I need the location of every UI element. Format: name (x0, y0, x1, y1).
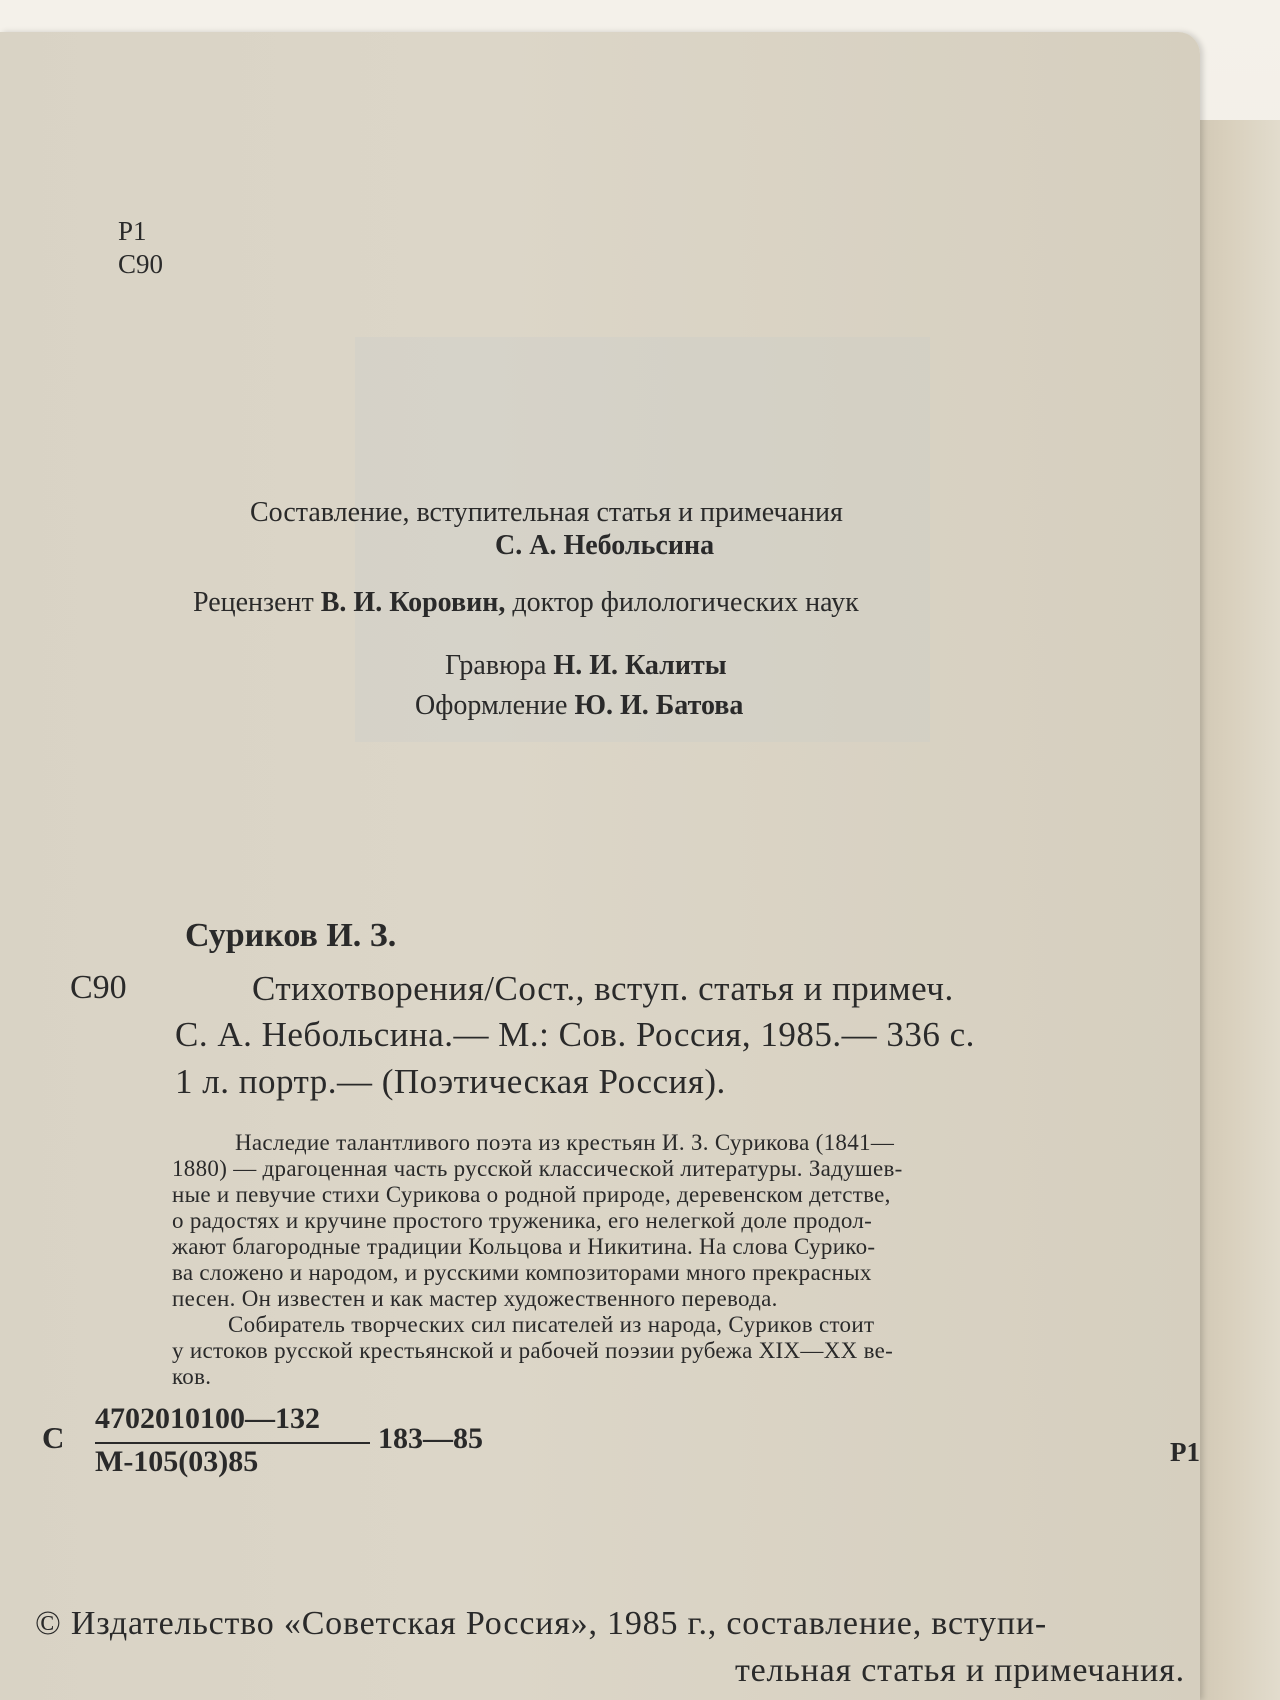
catalog-code-letter: С (42, 1420, 65, 1455)
fraction-bar (95, 1442, 370, 1444)
compiler-name: С. А. Небольсина (495, 530, 715, 561)
reviewer-line (193, 587, 859, 619)
abstract-line: ва сложено и народом, и русскими композиторами много прекрасных (172, 1260, 872, 1285)
catalog-code-numerator: 4702010100—132 (95, 1402, 320, 1435)
abstract-line: Собиратель творческих сил писателей из народа, Суриков стоит (228, 1312, 875, 1337)
copyright-line: тельная статья и примечания. (735, 1652, 1185, 1689)
abstract-line: песен. Он известен и как мастер художественного перевода. (172, 1286, 778, 1311)
catalog-author: Суриков И. З. (185, 917, 397, 954)
book-page (0, 32, 1200, 1700)
reviewer-label: Рецензент (193, 587, 314, 618)
abstract-line: о радостях и кручине простого труженика, его нелегкой доле продол- (172, 1208, 873, 1233)
reviewer-name: В. И. Коровин, (320, 587, 506, 618)
copyright-line: © Издательство «Советская Россия», 1985 г., составление, вступи- (35, 1605, 1047, 1642)
design-name: Ю. И. Батова (574, 690, 744, 721)
reviewer-title: доктор филологических наук (512, 587, 859, 618)
bib-line: С. А. Небольсина.— М.: Сов. Россия, 1985.— 336 с. (175, 1015, 975, 1054)
abstract-line: ков. (172, 1364, 212, 1389)
compilation-label: Составление, вступительная статья и примечания (250, 497, 843, 528)
catalog-code-suffix: 183—85 (378, 1422, 483, 1455)
design-label: Оформление (415, 690, 568, 721)
bib-line: 1 л. портр.— (Поэтическая Россия). (175, 1062, 726, 1101)
abstract-line: жают благородные традиции Кольцова и Никитина. На слова Сурико- (172, 1234, 876, 1259)
page-edge (1188, 120, 1280, 1700)
bbk-index: Р1 (118, 216, 147, 246)
engraving-label: Гравюра (445, 650, 547, 681)
catalog-code-denominator: М-105(03)85 (95, 1445, 259, 1478)
bbk-right: Р1 (1170, 1437, 1200, 1467)
abstract-line: у истоков русской крестьянской и рабочей поэзии рубежа XIX—XX ве- (172, 1338, 894, 1363)
engraving-line (445, 650, 727, 682)
catalog-index: С90 (70, 969, 127, 1006)
engraving-name: Н. И. Калиты (553, 650, 727, 681)
abstract-line: ные и певучие стихи Сурикова о родной природе, деревенском детстве, (172, 1182, 891, 1207)
bbk-index-block (118, 215, 163, 281)
bbk-code: С90 (118, 249, 164, 279)
abstract-line: 1880) — драгоценная часть русской классической литературы. Задушев- (172, 1156, 903, 1181)
design-line (415, 690, 743, 722)
bib-line: Стихотворения/Сост., вступ. статья и примеч. (252, 969, 954, 1008)
abstract-line: Наследие талантливого поэта из крестьян И. З. Сурикова (1841— (235, 1130, 895, 1155)
